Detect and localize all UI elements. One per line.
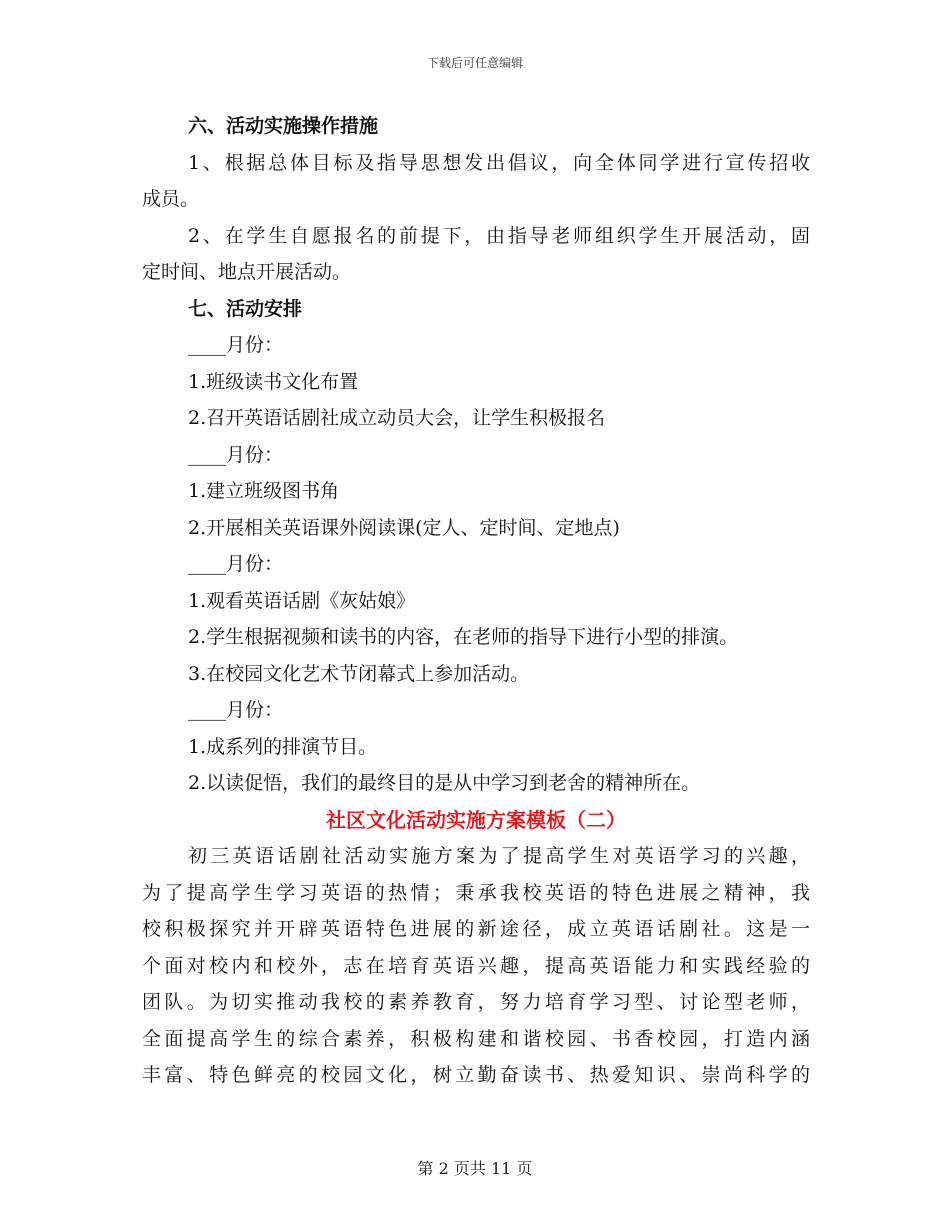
page-header: 下载后可任意编辑 — [426, 56, 523, 70]
document-title: 社区文化活动实施方案模板（二） — [326, 807, 626, 832]
paragraph-line: 团队。为切实推动我校的素养教育，努力培育学习型、讨论型老师， — [142, 991, 810, 1013]
list-item: 2.以读促悟，我们的最终目的是从中学习到老舍的精神所在。 — [188, 772, 701, 794]
section-heading-6: 六、活动实施操作措施 — [188, 115, 379, 137]
page-footer: 第 2 页共 11 页 — [417, 1159, 533, 1178]
list-item: 2.学生根据视频和读书的内容，在老师的指导下进行小型的排演。 — [188, 626, 739, 648]
month-label: ____月份： — [188, 553, 284, 575]
list-item: 1.建立班级图书角 — [188, 480, 340, 502]
paragraph-line: 个面对校内和校外，志在培育英语兴趣，提高英语能力和实践经验的 — [142, 954, 810, 977]
section-heading-7: 七、活动安排 — [188, 297, 303, 320]
paragraph-line: 全面提高学生的综合素养，积极构建和谐校园、书香校园，打造内涵 — [142, 1027, 810, 1050]
paragraph-line: 定时间、地点开展活动。 — [142, 261, 352, 283]
paragraph-line: 成员。 — [142, 188, 200, 210]
list-item: 2.开展相关英语课外阅读课(定人、定时间、定地点) — [188, 516, 620, 539]
paragraph-line: 初三英语话剧社活动实施方案为了提高学生对英语学习的兴趣， — [188, 845, 810, 867]
month-label: ____月份： — [188, 443, 284, 466]
month-label: ____月份： — [188, 334, 284, 356]
paragraph-line: 2、在学生自愿报名的前提下，由指导老师组织学生开展活动，固 — [188, 224, 810, 247]
list-item: 1.成系列的排演节目。 — [188, 735, 378, 758]
document-body — [142, 108, 810, 1094]
month-label: ____月份： — [188, 699, 284, 721]
list-item: 2.召开英语话剧社成立动员大会，让学生积极报名 — [188, 407, 606, 429]
paragraph-line: 丰富、特色鲜亮的校园文化，树立勤奋读书、热爱知识、崇尚科学的 — [142, 1064, 810, 1086]
paragraph-line: 1、根据总体目标及指导思想发出倡议，向全体同学进行宣传招收 — [188, 151, 810, 174]
list-item: 3.在校园文化艺术节闭幕式上参加活动。 — [188, 662, 530, 685]
paragraph-line: 校积极探究并开辟英语特色进展的新途径，成立英语话剧社。这是一 — [142, 918, 810, 940]
list-item: 1.班级读书文化布置 — [188, 370, 359, 393]
list-item: 1.观看英语话剧《灰姑娘》 — [188, 589, 416, 612]
paragraph-line: 为了提高学生学习英语的热情；秉承我校英语的特色进展之精神，我 — [142, 881, 810, 904]
